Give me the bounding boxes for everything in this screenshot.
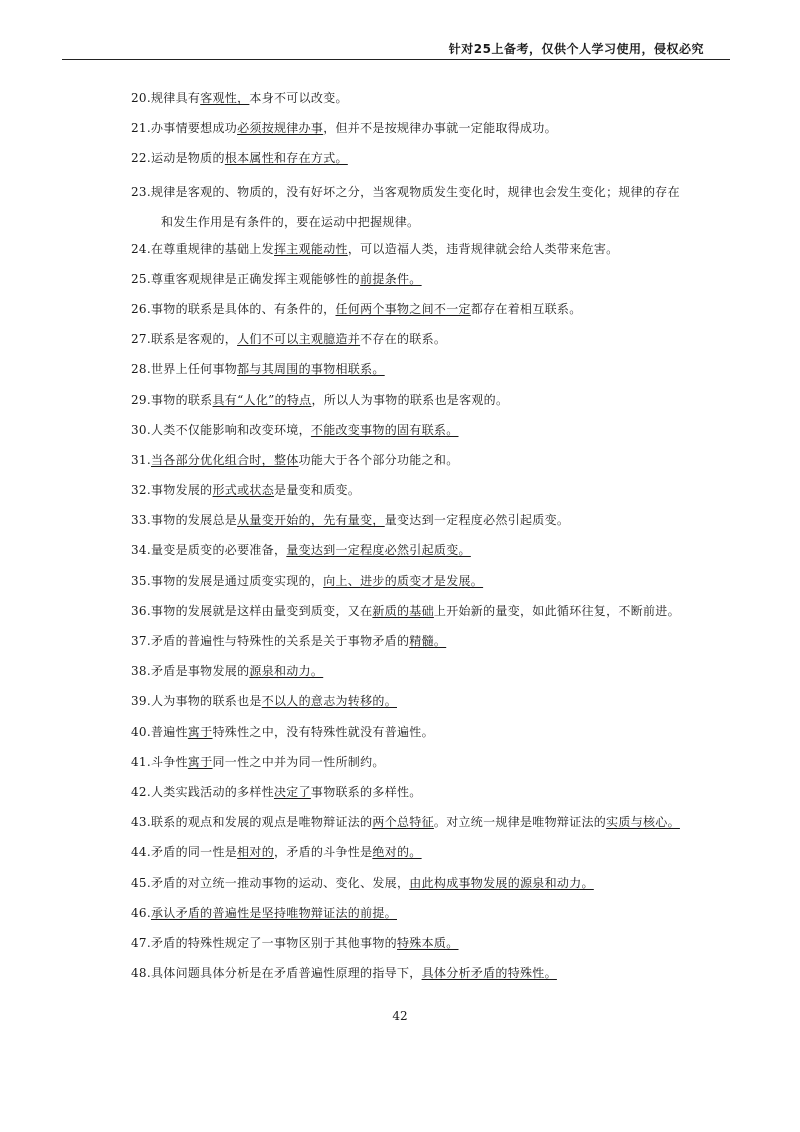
list-item: [131, 569, 731, 599]
item-number: 47.: [131, 935, 151, 950]
underlined-key-phrase: 精髓。: [409, 634, 447, 648]
statement-text: 斗争性: [150, 754, 188, 769]
underlined-key-phrase: 源泉和动力。: [249, 664, 324, 679]
item-number: 43.: [131, 815, 151, 830]
statement-text: 事物的联系: [150, 392, 213, 407]
list-item: [131, 538, 731, 568]
statement-text: 量变是质变的必要准备，: [150, 543, 287, 558]
statement-text: 量变达到一定程度必然引起质变。: [384, 513, 570, 528]
list-item: [131, 689, 731, 719]
statement-text: 运动是物质的: [150, 151, 225, 166]
list-item: [131, 327, 731, 357]
underlined-key-phrase: 具有“人化”的特点: [212, 392, 312, 407]
statement-text: 人为事物的联系也是: [150, 694, 262, 709]
statement-text: 同一性之中并为同一性所制约。: [212, 754, 385, 769]
underlined-key-phrase: 不能改变事物的固有联系。: [310, 422, 459, 437]
underlined-key-phrase: 不以人的意志为转移的。: [261, 694, 397, 709]
item-number: 44.: [131, 845, 151, 860]
statement-text: 事物的发展是通过质变实现的，: [150, 573, 324, 588]
statement-continuation: 和发生作用是有条件的，要在运动中把握规律。: [161, 214, 420, 229]
item-number: 46.: [131, 905, 151, 920]
statement-text: 人类不仅能影响和改变环境，: [150, 422, 311, 437]
list-item: [131, 840, 731, 870]
page-number: 42: [392, 1009, 408, 1023]
page-header: 针对25上备考，仅供个人学习使用，侵权必究: [62, 38, 730, 60]
statement-text: 都存在着相互联系。: [470, 301, 582, 316]
statement-text: 是量变和质变。: [274, 483, 361, 498]
statement-text: ，可以造福人类，违背规律就会给人类带来危害。: [347, 241, 619, 256]
statement-text: 矛盾的对立统一推动事物的运动、变化、发展，: [150, 875, 410, 890]
list-item: [131, 116, 731, 146]
statement-text: 事物的联系是具体的、有条件的，: [150, 301, 336, 316]
statement-text: 办事情要想成功: [150, 121, 238, 136]
statement-text: 世界上任何事物: [150, 362, 238, 377]
list-item: [131, 780, 731, 810]
underlined-key-phrase: 寓于: [187, 754, 213, 769]
item-number: 39.: [131, 694, 151, 709]
item-number: 21.: [131, 121, 151, 136]
statement-text: 事物的发展总是: [150, 513, 238, 528]
underlined-key-phrase: 决定了: [274, 784, 311, 799]
underlined-key-phrase: 两个总特征: [372, 815, 434, 830]
list-item: [131, 931, 731, 961]
statement-text: ，但并不是按规律办事就一定能取得成功。: [323, 121, 557, 136]
underlined-key-phrase: 都与其周围的事物相联系。: [237, 362, 385, 377]
underlined-key-phrase: 承认矛盾的普遍性是坚持唯物辩证法的前提。: [150, 905, 397, 920]
statement-text: 人类实践活动的多样性: [150, 784, 274, 799]
item-number: 20.: [131, 91, 151, 105]
underlined-key-phrase: 根本属性和存在方式。: [224, 151, 348, 166]
list-item: [131, 961, 731, 991]
statement-text: 在尊重规律的基础上发: [150, 241, 274, 256]
statement-text: 本身不可以改变。: [249, 91, 348, 105]
item-number: 32.: [131, 483, 151, 498]
item-number: 48.: [131, 966, 151, 981]
underlined-key-phrase: 前提条件。: [360, 271, 422, 286]
statement-text: 联系的观点和发展的观点是唯物辩证法的: [150, 815, 373, 830]
underlined-key-phrase: 形式或状态: [212, 483, 275, 498]
item-number: 27.: [131, 332, 151, 347]
list-item: [131, 177, 731, 237]
list-item: [131, 901, 731, 931]
underlined-key-phrase: 必须按规律办事: [237, 121, 324, 136]
underlined-key-phrase: 量变达到一定程度必然引起质变。: [286, 543, 471, 558]
statement-text: ，矛盾的斗争性是: [274, 845, 373, 860]
list-item: [131, 86, 731, 116]
underlined-key-phrase: 向上、进步的质变才是发展。: [323, 573, 484, 588]
item-number: 25.: [131, 271, 151, 286]
item-number: 26.: [131, 301, 151, 316]
item-number: 30.: [131, 422, 151, 437]
list-item: [131, 659, 731, 689]
underlined-key-phrase: 寓于: [187, 724, 213, 739]
list-item: [131, 810, 731, 840]
list-item: [131, 146, 731, 176]
item-number: 34.: [131, 543, 151, 558]
list-item: [131, 478, 731, 508]
list-item: [131, 267, 731, 297]
item-number: 38.: [131, 664, 151, 679]
statement-text: 特殊性之中，没有特殊性就没有普遍性。: [212, 724, 434, 739]
underlined-key-phrase: 客观性，: [200, 91, 250, 105]
list-item: [131, 720, 731, 750]
statement-text: 事物联系的多样性。: [310, 784, 422, 799]
underlined-key-phrase: 从量变开始的，先有量变，: [237, 513, 385, 528]
item-number: 40.: [131, 724, 151, 739]
statement-text: 上开始新的量变，如此循环往复，不断前进。: [433, 603, 680, 618]
statement-text: 矛盾的普遍性与特殊性的关系是关于事物矛盾的: [150, 634, 410, 648]
statement-text: 。对立统一规律是唯物辩证法的: [433, 815, 607, 830]
statement-text: 矛盾的特殊性规定了一事物区别于其他事物的: [150, 935, 397, 950]
statement-text: ，所以人为事物的联系也是客观的。: [311, 392, 509, 407]
list-item: [131, 750, 731, 780]
statement-text: 联系是客观的，: [150, 332, 238, 347]
list-item: [131, 599, 731, 629]
list-item: [131, 388, 731, 418]
underlined-key-phrase: 新质的基础: [372, 603, 434, 618]
item-number: 33.: [131, 513, 151, 528]
item-number: 42.: [131, 784, 151, 799]
statement-text: 规律是客观的、物质的，没有好坏之分，当客观物质发生变化时，规律也会发生变化；规律的存在: [150, 184, 680, 199]
list-item: [131, 629, 731, 659]
statement-text: 规律具有: [150, 91, 201, 105]
item-number: 36.: [131, 603, 151, 618]
statement-text: 普遍性: [150, 724, 188, 739]
underlined-key-phrase: 绝对的。: [372, 845, 422, 860]
item-number: 35.: [131, 573, 151, 588]
item-number: 37.: [131, 634, 151, 648]
item-number: 31.: [131, 452, 151, 467]
statement-text: 尊重客观规律是正确发挥主观能够性的: [150, 271, 361, 286]
list-item: [131, 237, 731, 267]
underlined-key-phrase: 当各部分优化组合时，整体: [150, 452, 299, 467]
statement-list: [131, 86, 731, 991]
underlined-key-phrase: 由此构成事物发展的源泉和动力。: [409, 875, 594, 890]
list-item: [131, 357, 731, 387]
list-item: [131, 871, 731, 901]
underlined-key-phrase: 特殊本质。: [397, 935, 459, 950]
item-number: 41.: [131, 754, 151, 769]
underlined-key-phrase: 挥主观能动性: [274, 241, 348, 256]
underlined-key-phrase: 人们不可以主观臆造并: [237, 332, 361, 347]
underlined-key-phrase: 相对的: [237, 845, 274, 860]
underlined-key-phrase: 实质与核心。: [606, 815, 680, 830]
statement-text: 不存在的联系。: [360, 332, 447, 347]
list-item: [131, 297, 731, 327]
list-item: [131, 508, 731, 538]
statement-text: 事物的发展就是这样由量变到质变，又在: [150, 603, 373, 618]
statement-text: 具体问题具体分析是在矛盾普遍性原理的指导下，: [150, 966, 422, 981]
underlined-key-phrase: 具体分析矛盾的特殊性。: [421, 966, 557, 981]
statement-text: 功能大于各个部分功能之和。: [298, 452, 459, 467]
item-number: 22.: [131, 151, 151, 166]
item-number: 28.: [131, 362, 151, 377]
item-number: 23.: [131, 184, 151, 199]
underlined-key-phrase: 任何两个事物之间不一定: [335, 301, 471, 316]
statement-text: 事物发展的: [150, 483, 213, 498]
item-number: 45.: [131, 875, 151, 890]
item-number: 24.: [131, 241, 151, 256]
list-item: [131, 448, 731, 478]
item-number: 29.: [131, 392, 151, 407]
statement-text: 矛盾的同一性是: [150, 845, 238, 860]
list-item: [131, 418, 731, 448]
statement-text: 矛盾是事物发展的: [150, 664, 250, 679]
